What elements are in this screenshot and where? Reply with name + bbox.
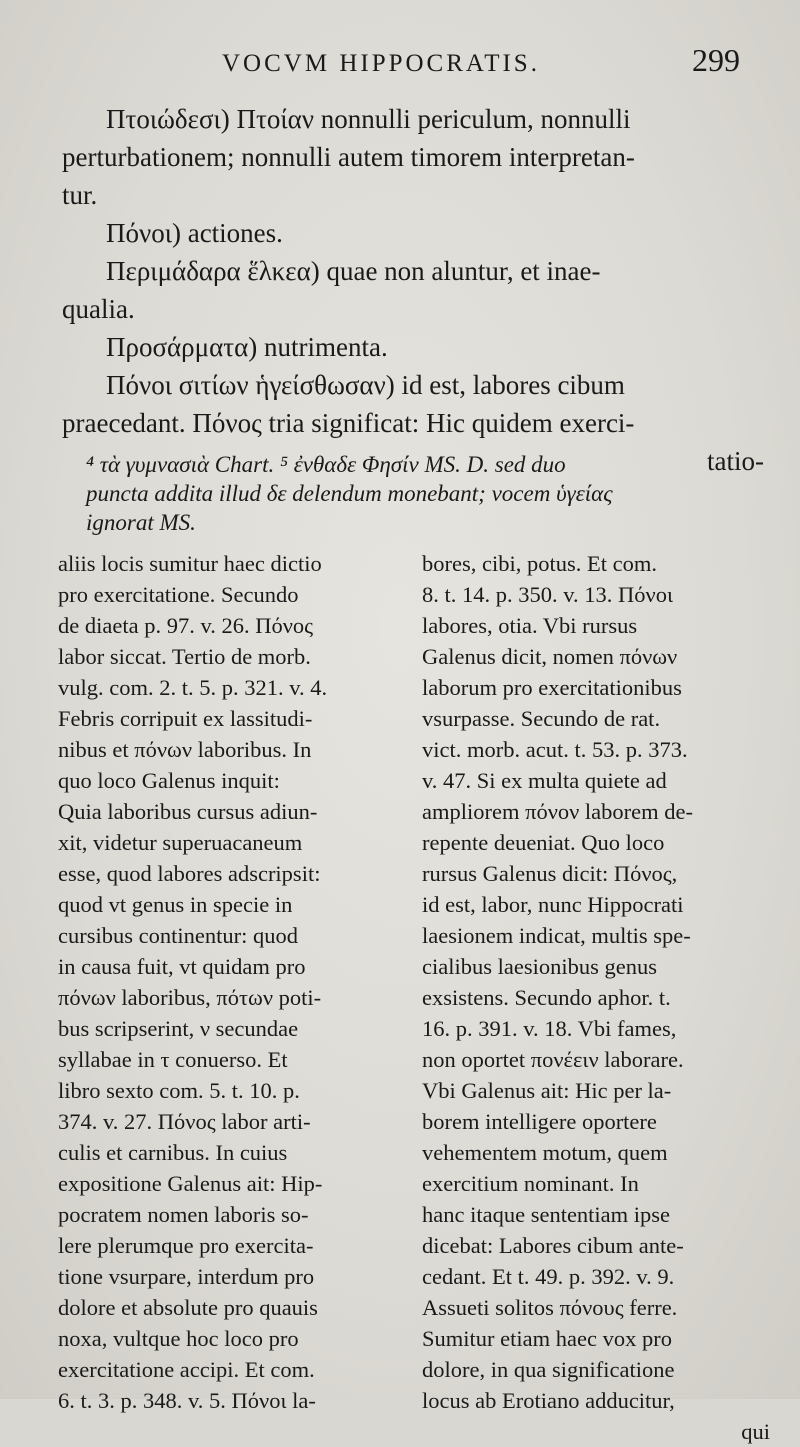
column-line: expositione Galenus ait: Hip- [58,1171,323,1196]
column-line: Febris corripuit ex lassitudi- [58,706,313,731]
column-line: laesionem indicat, multis spe- [422,923,691,948]
column-line: exsistens. Secundo aphor. t. [422,985,671,1010]
footnotes [86,450,764,537]
glossary-line: tatio- [707,446,764,476]
column-line: aliis locis sumitur haec dictio [58,551,322,576]
glossary-entries [62,100,764,480]
column-line: Quia laboribus cursus adiun- [58,799,318,824]
glossary-line: Προσάρματα) nutrimenta. [106,332,388,362]
column-line: exercitium nominant. In [422,1171,639,1196]
column-line: de diaeta p. 97. v. 26. Πόνος [58,613,314,638]
column-line: exercitatione accipi. Et com. [58,1357,315,1382]
column-line: 16. p. 391. v. 18. Vbi fames, [422,1016,677,1041]
footnote-line: puncta addita illud δε delendum monebant; vocem ὑγείας [86,481,613,506]
column-line: πόνων laboribus, πότων poti- [58,985,322,1010]
column-line: ampliorem πόνον laborem de- [422,799,693,824]
column-line: bus scripserint, ν secundae [58,1016,299,1041]
column-line: id est, labor, nunc Hippocrati [422,892,684,917]
column-line: 374. v. 27. Πόνος labor arti- [58,1109,311,1134]
column-line: vict. morb. acut. t. 53. p. 373. [422,737,688,762]
column-line: Sumitur etiam haec vox pro [422,1326,672,1351]
column-line: 8. t. 14. p. 350. v. 13. Πόνοι [422,582,674,607]
footnote-line: ignorat MS. [86,510,196,535]
column-line: labor siccat. Tertio de morb. [58,644,311,669]
footnote-line: ⁴ τὰ γυμνασιὰ Chart. ⁵ ἐνθαδε Φησίν MS. D. sed duo [86,452,566,477]
column-line: vulg. com. 2. t. 5. p. 321. v. 4. [58,675,328,700]
column-line: quo loco Galenus inquit: [58,768,280,793]
column-line: in causa fuit, vt quidam pro [58,954,306,979]
glossary-line: Πτοιώδεσι) Πτοίαν nonnulli periculum, nonnulli [106,104,631,134]
column-line: Assueti solitos πόνους ferre. [422,1295,678,1320]
column-line: vsurpasse. Secundo de rat. [422,706,661,731]
right-column [422,548,770,1447]
column-line: lere plerumque pro exercita- [58,1233,314,1258]
column-line: non oportet πονέειν laborare. [422,1047,684,1072]
glossary-line: Πόνοι σιτίων ἡγείσθωσαν) id est, labores cibum [106,370,625,400]
glossary-line: qualia. [62,294,135,324]
column-line: dolore et absolute pro quauis [58,1295,318,1320]
column-line: dicebat: Labores cibum ante- [422,1233,684,1258]
column-line: vehementem motum, quem [422,1140,668,1165]
column-line: Galenus dicit, nomen πόνων [422,644,678,669]
column-line: qui [741,1419,770,1444]
column-line: noxa, vultque hoc loco pro [58,1326,299,1351]
column-line: cedant. Et t. 49. p. 392. v. 9. [422,1264,675,1289]
glossary-line: Πόνοι) actiones. [106,218,283,248]
column-line: nibus et πόνων laboribus. In [58,737,312,762]
column-line: syllabae in τ conuerso. Et [58,1047,288,1072]
glossary-line: praecedant. Πόνος tria significat: Hic quidem exerci- [62,408,635,438]
column-line: pro exercitatione. Secundo [58,582,299,607]
column-line: repente deueniat. Quo loco [422,830,665,855]
column-line: labores, otia. Vbi rursus [422,613,638,638]
column-line: libro sexto com. 5. t. 10. p. [58,1078,300,1103]
glossary-line: Περιμάδαρα ἕλκεα) quae non aluntur, et inae- [106,256,601,286]
column-line: cursibus continentur: quod [58,923,298,948]
column-line: v. 47. Si ex multa quiete ad [422,768,667,793]
column-line: 6. t. 3. p. 348. v. 5. Πόνοι la- [58,1388,316,1413]
column-line: esse, quod labores adscripsit: [58,861,321,886]
column-line: hanc itaque sententiam ipse [422,1202,671,1227]
column-line: cialibus laesionibus genus [422,954,657,979]
glossary-line: perturbationem; nonnulli autem timorem interpretan- [62,142,635,172]
column-line: tione vsurpare, interdum pro [58,1264,315,1289]
running-title: VOCVM HIPPOCRATIS. [222,50,540,77]
glossary-line: tur. [62,180,98,210]
column-line: locus ab Erotiano adducitur, [422,1388,675,1413]
column-line: rursus Galenus dicit: Πόνος, [422,861,678,886]
column-line: Vbi Galenus ait: Hic per la- [422,1078,672,1103]
column-line: borem intelligere oportere [422,1109,657,1134]
column-line: culis et carnibus. In cuius [58,1140,288,1165]
column-line: pocratem nomen laboris so- [58,1202,309,1227]
column-line: dolore, in qua significatione [422,1357,675,1382]
page-number: 299 [692,42,740,78]
column-line: xit, videtur superuacaneum [58,830,303,855]
column-line: quod vt genus in specie in [58,892,293,917]
two-column-body [58,548,770,1447]
left-column [58,548,406,1447]
column-line: laborum pro exercitationibus [422,675,682,700]
column-line: bores, cibi, potus. Et com. [422,551,657,576]
page-header [222,42,740,79]
